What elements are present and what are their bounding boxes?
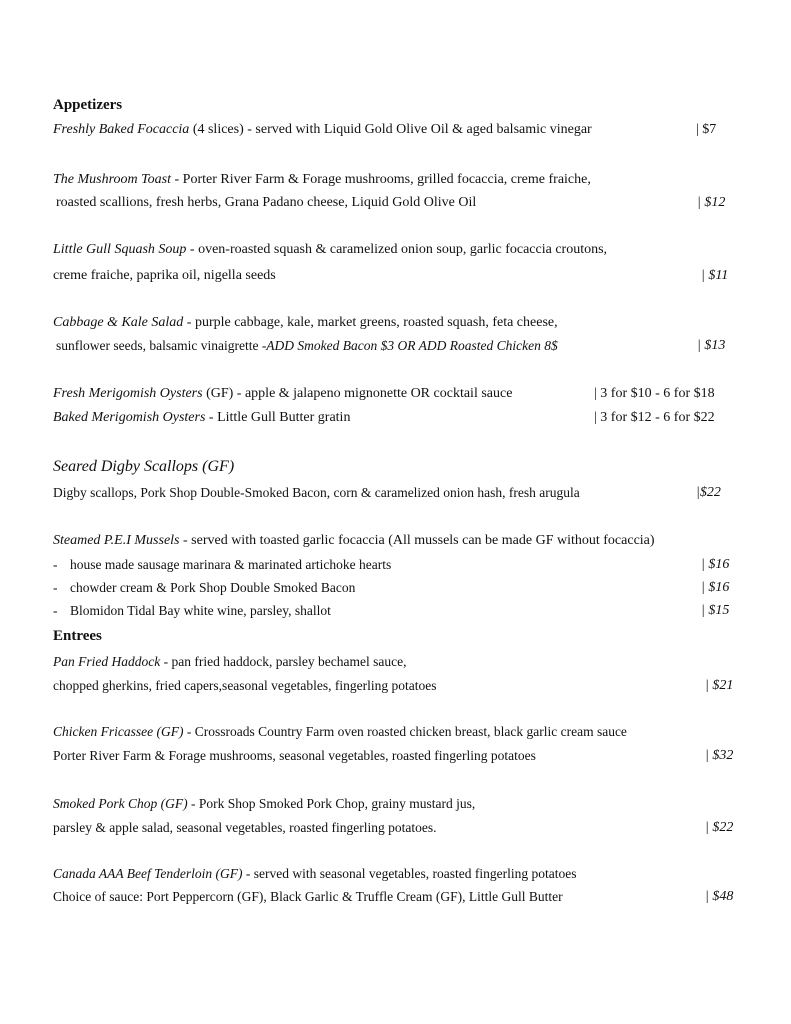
mussels-name: Steamed P.E.I Mussels: [53, 533, 180, 548]
mussels-option-text: Blomidon Tidal Bay white wine, parsley, shallot: [70, 603, 331, 618]
mussels-option-bullet: -: [53, 580, 58, 595]
mushroom-toast-name: The Mushroom Toast: [53, 172, 171, 187]
tenderloin-name: Canada AAA Beef Tenderloin (GF): [53, 866, 243, 881]
mushroom-toast-line1: [53, 171, 591, 189]
pork-chop-desc1: - Pork Shop Smoked Pork Chop, grainy mustard jus,: [187, 796, 476, 811]
haddock-desc2: chopped gherkins, fried capers,seasonal vegetables, fingerling potatoes: [53, 678, 437, 693]
mussels-desc: - served with toasted garlic focaccia (All mussels can be made GF without focaccia): [179, 533, 655, 548]
pork-chop-line1: [53, 795, 475, 813]
tenderloin-price: | $48: [705, 889, 734, 904]
mushroom-toast-desc1: - Porter River Farm & Forage mushrooms, grilled focaccia, creme fraiche,: [171, 172, 591, 187]
baked-oysters-name: Baked Merigomish Oysters: [53, 410, 206, 425]
kale-salad-line1: [53, 314, 558, 332]
haddock-name: Pan Fried Haddock: [53, 654, 161, 669]
fricassee-desc2: Porter River Farm & Forage mushrooms, seasonal vegetables, roasted fingerling potatoes: [53, 748, 536, 763]
mussels-option-price: | $16: [701, 580, 730, 595]
focaccia-price: | $7: [696, 122, 717, 137]
haddock-price: | $21: [705, 678, 734, 693]
scallops-name: Seared Digby Scallops (GF): [53, 458, 235, 475]
squash-soup-name: Little Gull Squash Soup: [53, 242, 187, 257]
mussels-option-bullet: -: [53, 557, 58, 572]
kale-salad-name: Cabbage & Kale Salad: [53, 315, 184, 330]
squash-soup-desc2: creme fraiche, paprika oil, nigella seeds: [53, 268, 276, 283]
mussels-option-bullet: -: [53, 603, 58, 618]
scallops-price: |$22: [696, 485, 721, 500]
pork-chop-price: | $22: [705, 820, 734, 835]
fresh-oysters-price: | 3 for $10 - 6 for $18: [594, 386, 715, 401]
squash-soup-line1: [53, 241, 607, 259]
haddock-desc1: - pan fried haddock, parsley bechamel sauce,: [160, 654, 407, 669]
mussels-line: [53, 532, 655, 550]
fresh-oysters-line: [53, 385, 512, 403]
focaccia-line: [53, 121, 592, 139]
fricassee-desc1: - Crossroads Country Farm oven roasted chicken breast, black garlic cream sauce: [183, 724, 627, 739]
fresh-oysters-desc: (GF) - apple & jalapeno mignonette OR cocktail sauce: [202, 386, 513, 401]
mussels-option-price: | $15: [701, 603, 730, 618]
tenderloin-desc1: - served with seasonal vegetables, roasted fingerling potatoes: [242, 866, 577, 881]
pork-chop-name: Smoked Pork Chop (GF): [53, 796, 188, 811]
tenderloin-desc2: Choice of sauce: Port Peppercorn (GF), Black Garlic & Truffle Cream (GF), Little Gull Butter: [53, 889, 563, 904]
baked-oysters-price: | 3 for $12 - 6 for $22: [594, 410, 715, 425]
mussels-option-text: house made sausage marinara & marinated artichoke hearts: [70, 557, 392, 572]
squash-soup-desc1: - oven-roasted squash & caramelized onion soup, garlic focaccia croutons,: [186, 242, 608, 257]
squash-soup-price: | $11: [701, 268, 729, 283]
mussels-option-text: chowder cream & Pork Shop Double Smoked Bacon: [70, 580, 356, 595]
scallops-desc: Digby scallops, Pork Shop Double-Smoked Bacon, corn & caramelized onion hash, fresh arugula: [53, 485, 580, 500]
focaccia-desc: (4 slices) - served with Liquid Gold Olive Oil & aged balsamic vinegar: [189, 122, 592, 137]
mussels-option-price: | $16: [701, 557, 730, 572]
kale-salad-addon: -ADD Smoked Bacon $3 OR ADD Roasted Chicken 8$: [261, 338, 558, 353]
fricassee-line1: [53, 723, 627, 741]
kale-salad-desc1: - purple cabbage, kale, market greens, roasted squash, feta cheese,: [183, 315, 558, 330]
appetizers-heading: Appetizers: [53, 97, 123, 113]
kale-salad-line2: [56, 337, 558, 355]
pork-chop-desc2: parsley & apple salad, seasonal vegetables, roasted fingerling potatoes.: [53, 820, 437, 835]
kale-salad-desc2: sunflower seeds, balsamic vinaigrette: [56, 338, 262, 353]
focaccia-name: Freshly Baked Focaccia: [53, 122, 190, 137]
fresh-oysters-name: Fresh Merigomish Oysters: [53, 386, 203, 401]
mushroom-toast-desc2: roasted scallions, fresh herbs, Grana Padano cheese, Liquid Gold Olive Oil: [56, 195, 477, 210]
kale-salad-price: | $13: [697, 338, 726, 353]
haddock-line1: [53, 653, 407, 671]
fricassee-name: Chicken Fricassee (GF): [53, 724, 184, 739]
baked-oysters-desc: - Little Gull Butter gratin: [205, 410, 351, 425]
tenderloin-line1: [53, 865, 577, 883]
entrees-heading: Entrees: [53, 628, 102, 644]
fricassee-price: | $32: [705, 748, 734, 763]
mushroom-toast-price: | $12: [697, 195, 726, 210]
baked-oysters-line: [53, 409, 350, 427]
